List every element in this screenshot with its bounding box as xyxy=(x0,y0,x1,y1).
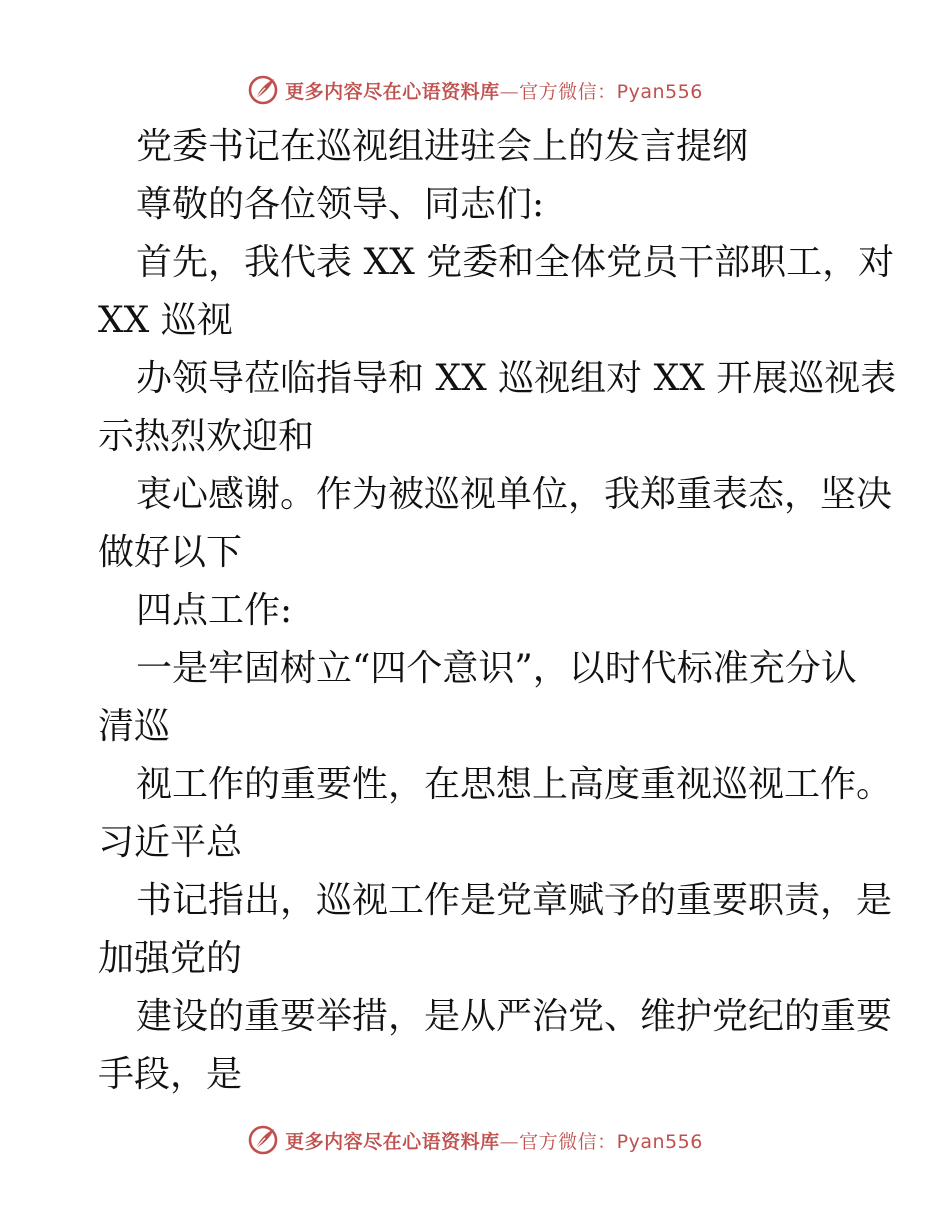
document-body xyxy=(98,118,897,1104)
text-line: 书记指出，巡视工作是党章赋予的重要职责，是 xyxy=(136,880,893,921)
banner-wechat: 官方微信：Pyan556 xyxy=(519,80,703,103)
header-banner xyxy=(0,70,950,110)
text-line: 清巡 xyxy=(98,706,171,747)
banner-dash: — xyxy=(499,80,520,103)
text-line: 首先，我代表 XX 党委和全体党员干部职工，对 xyxy=(136,242,895,283)
document-title: 党委书记在巡视组进驻会上的发言提纲 xyxy=(136,126,749,167)
text-line: XX 巡视 xyxy=(98,300,233,341)
text-line: 视工作的重要性，在思想上高度重视巡视工作。 xyxy=(136,764,893,805)
text-line: 手段，是 xyxy=(98,1054,243,1095)
text-line: 加强党的 xyxy=(98,938,243,979)
text-line: 习近平总 xyxy=(98,822,243,863)
banner-site-name: 更多内容尽在心语资料库 xyxy=(285,1130,500,1153)
text-line: 建设的重要举措，是从严治党、维护党纪的重要 xyxy=(136,996,893,1037)
text-line: 衷心感谢。作为被巡视单位，我郑重表态，坚决 xyxy=(136,474,893,515)
text-line: 四点工作: xyxy=(136,590,293,631)
feather-pen-logo-icon xyxy=(247,1124,279,1156)
banner-dash: — xyxy=(499,1130,520,1153)
text-line: 办领导莅临指导和 XX 巡视组对 XX 开展巡视表 xyxy=(136,358,897,399)
banner-wechat: 官方微信：Pyan556 xyxy=(519,1130,703,1153)
banner-site-name: 更多内容尽在心语资料库 xyxy=(285,80,500,103)
banner-text xyxy=(285,77,703,104)
text-line: 尊敬的各位领导、同志们: xyxy=(136,184,545,225)
feather-pen-logo-icon xyxy=(247,74,279,106)
text-line: 一是牢固树立“四个意识”，以时代标准充分认 xyxy=(136,648,857,689)
banner-text xyxy=(285,1127,703,1154)
text-line: 示热烈欢迎和 xyxy=(98,416,315,457)
text-line: 做好以下 xyxy=(98,532,243,573)
footer-banner xyxy=(0,1120,950,1160)
